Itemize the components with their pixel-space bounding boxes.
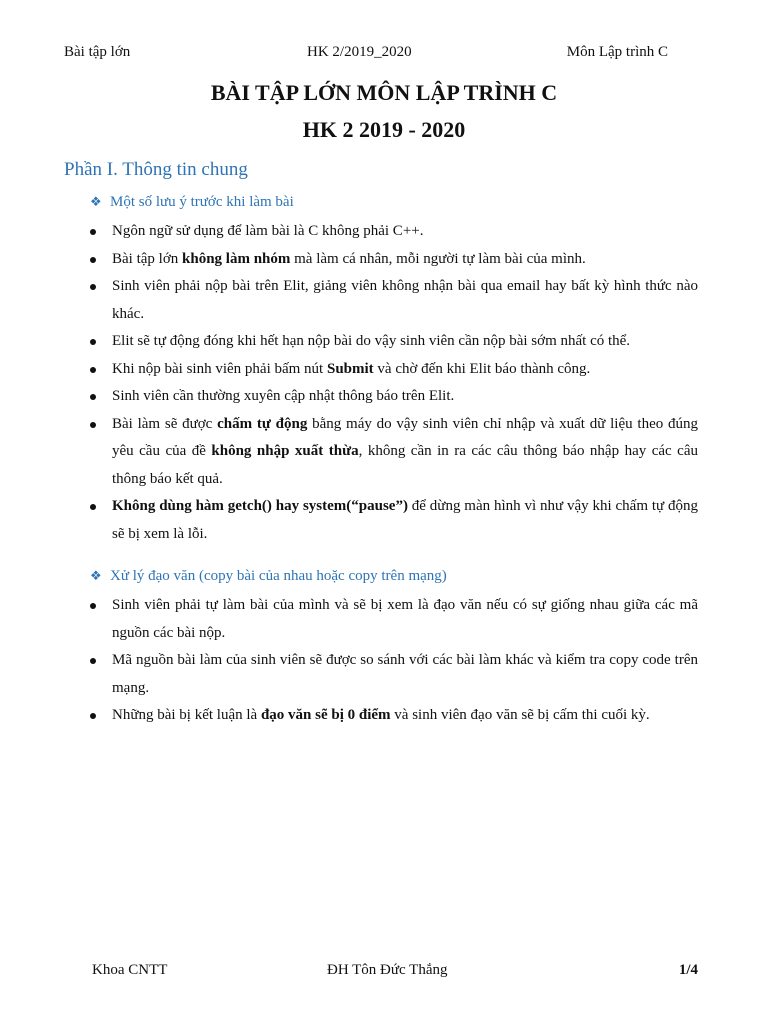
header-right: Môn Lập trình C	[566, 44, 668, 60]
item-emphasis: Không dùng hàm getch() hay system(“pause”)	[112, 498, 408, 514]
list-item	[84, 273, 698, 328]
item-emphasis: đạo văn sẽ bị 0 điểm	[260, 707, 391, 723]
item-text: Ngôn ngữ sử dụng để làm bài là C không phải C++.	[112, 223, 424, 239]
subsection-heading-text: Xử lý đạo văn (copy bài của nhau hoặc copy trên mạng)	[110, 568, 447, 584]
item-text: Sinh viên cần thường xuyên cập nhật thông báo trên Elit.	[112, 388, 455, 404]
footer-left: Khoa CNTT	[92, 962, 168, 978]
subsection-heading-text: Một số lưu ý trước khi làm bài	[110, 194, 294, 210]
subsection-heading-plagiarism	[90, 568, 447, 585]
item-emphasis: không nhập xuất thừa	[211, 443, 359, 459]
item-text: Elit sẽ tự động đóng khi hết hạn nộp bài do vậy sinh viên cần nộp bài sớm nhất có thể.	[112, 333, 631, 349]
header-center: HK 2/2019_2020	[307, 44, 412, 60]
list-item	[84, 647, 698, 702]
list-item	[84, 356, 698, 384]
item-text: và sinh viên đạo văn sẽ bị cấm thi cuối kỳ.	[390, 707, 650, 723]
item-text: Bài làm sẽ được	[112, 415, 218, 432]
list-item	[84, 218, 698, 246]
page-number: 1/4	[678, 962, 698, 978]
document-title: BÀI TẬP LỚN MÔN LẬP TRÌNH C	[210, 80, 558, 105]
diamond-bullet-icon: ❖	[90, 568, 102, 583]
list-item	[84, 246, 698, 274]
list-item	[84, 493, 698, 548]
header-left: Bài tập lớn	[64, 44, 131, 60]
item-emphasis: không làm nhóm	[182, 250, 291, 267]
item-text: , không cần in ra các câu thông báo nhập hay các câu thông báo kết quả.	[112, 443, 698, 487]
list-item	[84, 702, 698, 730]
notes-list	[84, 218, 698, 548]
item-text: Khi nộp bài sinh viên phải bấm nút	[112, 360, 327, 377]
item-text: Sinh viên phải tự làm bài của mình và sẽ bị xem là đạo văn nếu có sự giống nhau giữa các mã nguồn các bài nộp.	[112, 597, 698, 641]
item-text: Bài tập lớn	[112, 250, 183, 267]
footer-center: ĐH Tôn Đức Thắng	[327, 962, 448, 978]
item-text: bằng máy do vậy sinh viên chỉ nhập và xuất dữ liệu theo đúng yêu cầu của đề	[112, 415, 698, 459]
item-text: Sinh viên phải nộp bài trên Elit, giảng viên không nhận bài qua email hay bất kỳ hình thức nào khác.	[112, 278, 698, 322]
item-emphasis: Submit	[326, 360, 374, 377]
item-text: để dừng màn hình vì như vậy khi chấm tự động sẽ bị xem là lỗi.	[112, 498, 698, 542]
list-item	[84, 411, 698, 494]
document-subtitle: HK 2 2019 - 2020	[302, 117, 466, 142]
item-text: Mã nguồn bài làm của sinh viên sẽ được so sánh với các bài làm khác và kiểm tra copy code trên mạng.	[112, 652, 698, 696]
item-text: và chờ đến khi Elit báo thành công.	[373, 360, 591, 377]
diamond-bullet-icon: ❖	[90, 194, 102, 209]
item-text: Những bài bị kết luận là	[112, 707, 261, 723]
list-item	[84, 592, 698, 647]
plagiarism-list	[84, 592, 698, 730]
subsection-heading-notes	[90, 194, 294, 211]
list-item	[84, 328, 698, 356]
item-text: mà làm cá nhân, mỗi người tự làm bài của mình.	[290, 250, 586, 267]
section-heading: Phần I. Thông tin chung	[64, 159, 248, 180]
item-emphasis: chấm tự động	[217, 415, 308, 432]
list-item	[84, 383, 698, 411]
